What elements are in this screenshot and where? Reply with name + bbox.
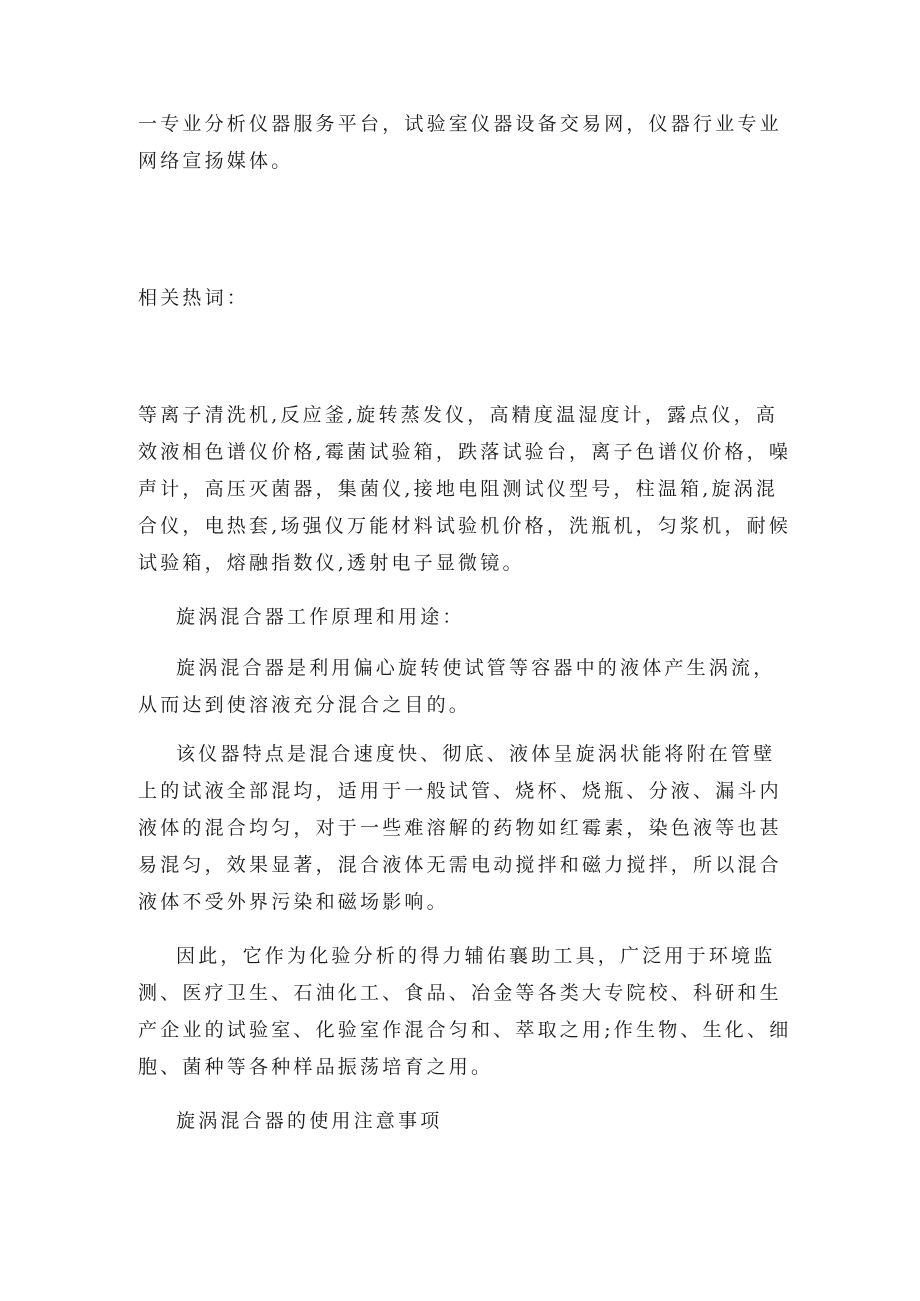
notes-heading: 旋涡混合器的使用注意事项 xyxy=(176,1110,443,1132)
applications-paragraph: 因此，它作为化验分析的得力辅佑襄助工具，广泛用于环境监测、医疗卫生、石油化工、食品、冶金等各类大专院校、科研和生产企业的试验室、化验室作混合匀和、萃取之用;作生物、生化、细胞、菌种等各种样品振荡培育之用。 xyxy=(138,945,792,1078)
hot-words-list: 等离子清洗机,反应釜,旋转蒸发仪，高精度温湿度计，露点仪，高效液相色谱仪价格,霉菌试验箱，跌落试验台，离子色谱仪价格，噪声计，高压灭菌器，集菌仪,接地电阻测试仪型号，柱温箱,旋涡混合仪，电热套,场强仪万能材料试验机价格，洗瓶机，匀浆机，耐候试验箱，熔融指数仪,透射电子显微镜。 xyxy=(138,404,792,574)
intro-paragraph: 一专业分析仪器服务平台，试验室仪器设备交易网，仪器行业专业网络宣扬媒体。 xyxy=(138,113,782,172)
hot-words-label: 相关热词： xyxy=(138,287,250,309)
principle-heading: 旋涡混合器工作原理和用途： xyxy=(176,606,465,628)
principle-paragraph: 旋涡混合器是利用偏心旋转使试管等容器中的液体产生涡流，从而达到使溶液充分混合之目的。 xyxy=(138,657,776,716)
features-paragraph: 该仪器特点是混合速度快、彻底、液体呈旋涡状能将附在管壁上的试液全部混均，适用于一般试管、烧杯、烧瓶、分液、漏斗内液体的混合均匀，对于一些难溶解的药物如红霉素，染色液等也甚易混匀，效果显著，混合液体无需电动搅拌和磁力搅拌，所以混合液体不受外界污染和磁场影响。 xyxy=(138,743,782,913)
